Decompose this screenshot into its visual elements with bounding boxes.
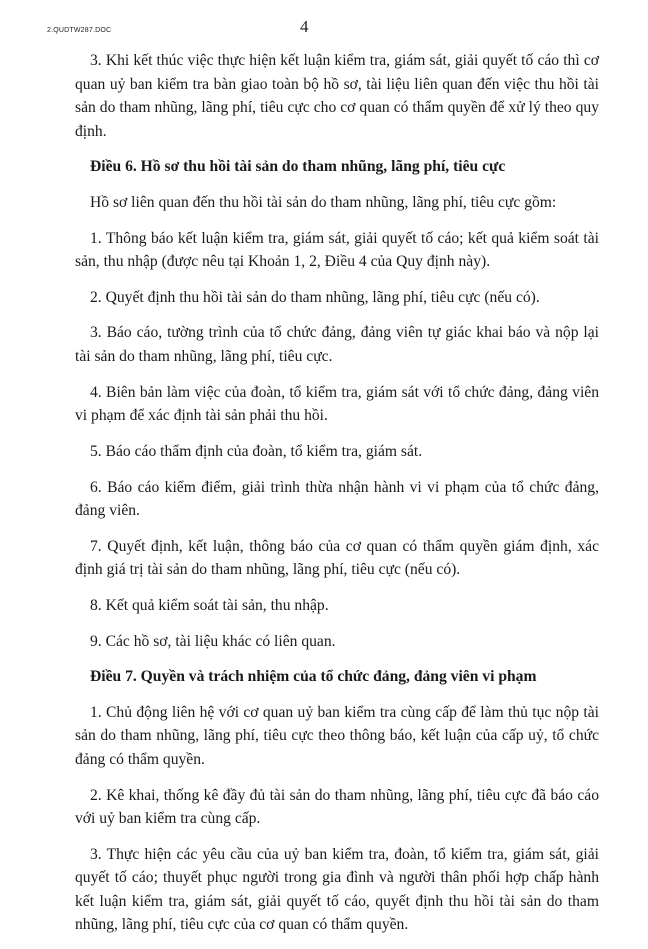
heading-article-7: Điều 7. Quyền và trách nhiệm của tổ chức đảng, đảng viên vi phạm	[90, 668, 537, 686]
paragraph-art6-item2: 2. Quyết định thu hồi tài sản do tham nhũng, lãng phí, tiêu cực (nếu có).	[90, 288, 540, 306]
document-body	[75, 49, 599, 949]
paragraph-art6-item8: 8. Kết quả kiểm soát tài sản, thu nhập.	[90, 596, 329, 614]
paragraph-art6-item6: 6. Báo cáo kiểm điểm, giải trình thừa nhận hành vi vi phạm của tổ chức đảng, đảng viên.	[75, 478, 599, 519]
heading-article-6: Điều 6. Hồ sơ thu hồi tài sản do tham nhũng, lãng phí, tiêu cực	[90, 158, 506, 176]
document-code: 2.QUDTW287.DOC	[47, 27, 112, 34]
paragraph-art7-item2: 2. Kê khai, thống kê đầy đủ tài sản do tham nhũng, lãng phí, tiêu cực đã báo cáo với uỷ ban kiểm tra cùng cấp.	[75, 786, 599, 828]
paragraph-art5-item3: 3. Khi kết thúc việc thực hiện kết luận kiểm tra, giám sát, giải quyết tố cáo thì cơ quan uỷ ban kiểm tra bàn giao toàn bộ hồ sơ, tài liệu liên quan đến việc thu hồi tài sản do tham nhũng, lãng phí, tiêu cực cho cơ quan có thẩm quyền để xử lý theo quy định.	[75, 52, 599, 140]
paragraph-art6-item3: 3. Báo cáo, tường trình của tổ chức đảng, đảng viên tự giác khai báo và nộp lại tài sản do tham nhũng, lãng phí, tiêu cực.	[75, 324, 599, 365]
paragraph-art6-item7: 7. Quyết định, kết luận, thông báo của cơ quan có thẩm quyền giám định, xác định giá trị tài sản do tham nhũng, lãng phí, tiêu cực (nếu có).	[75, 537, 599, 579]
paragraph-art6-item1: 1. Thông báo kết luận kiểm tra, giám sát, giải quyết tố cáo; kết quả kiểm soát tài sản, thu nhập (được nêu tại Khoản 1, 2, Điều 4 của Quy định này).	[75, 229, 599, 271]
page-number: 4	[300, 17, 309, 36]
paragraph-art6-item5: 5. Báo cáo thẩm định của đoàn, tổ kiểm tra, giám sát.	[90, 442, 423, 460]
paragraph-art6-item9: 9. Các hồ sơ, tài liệu khác có liên quan.	[90, 632, 336, 650]
paragraph-art6-item4: 4. Biên bản làm việc của đoàn, tổ kiểm tra, giám sát với tổ chức đảng, đảng viên vi phạm để xác định tài sản phải thu hồi.	[75, 383, 599, 425]
paragraph-art6-intro: Hồ sơ liên quan đến thu hồi tài sản do tham nhũng, lãng phí, tiêu cực gồm:	[90, 193, 557, 211]
paragraph-art7-item3: 3. Thực hiện các yêu cầu của uỷ ban kiểm tra, đoàn, tổ kiểm tra, giám sát, giải quyết tố cáo; thuyết phục người trong gia đình và người thân phối hợp chấp hành kết luận kiểm tra, giám sát, giải quyết tố cáo, quyết định thu hồi tài sản do tham nhũng, lãng phí, tiêu cực của cơ quan có thẩm quyền.	[75, 845, 599, 934]
paragraph-art7-item1: 1. Chủ động liên hệ với cơ quan uỷ ban kiểm tra cùng cấp để làm thủ tục nộp tài sản do tham nhũng, lãng phí, tiêu cực theo thông báo, kết luận của cấp uỷ, tổ chức đảng có thẩm quyền.	[75, 703, 599, 768]
